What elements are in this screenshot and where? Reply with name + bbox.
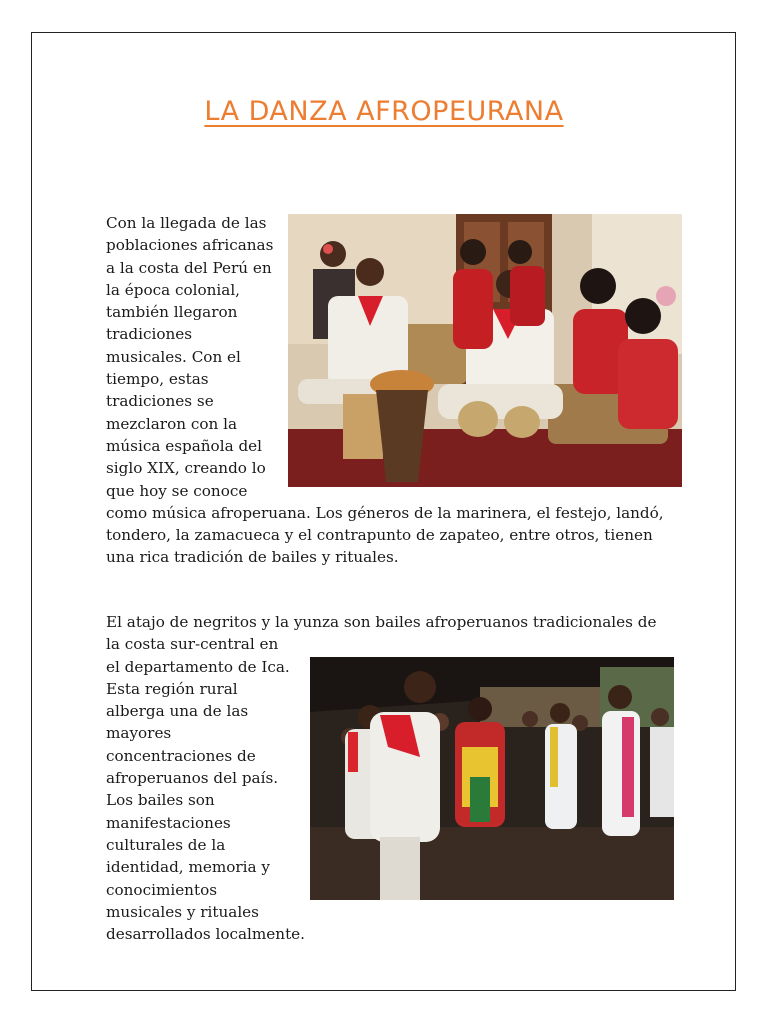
musicians-photo xyxy=(288,214,682,487)
section-2 xyxy=(106,611,666,945)
section-1-text: Con la llegada de las poblaciones africanas a la costa del Perú en la época colonial, también llegaron tradiciones musicales. Con el tiempo, estas tradiciones se mezclaron con la música española del siglo XIX, creando lo que hoy se conoce como música afroperuana. Los géneros de la marinera, el festejo, landó, tondero, la zamacueca y el contrapunto de zapateo, entre otros, tienen una rica tradición de bailes y rituales. xyxy=(106,214,664,567)
section-2-text: El atajo de negritos y la yunza son bailes afroperuanos tradicionales de la costa sur-central en el departamento de Ica. Esta región rural alberga una de las mayores concentraciones de afroperuanos del país. Los bailes son manifestaciones culturales de la identidad, memoria y conocimientos musicales y rituales desarrollados localmente. xyxy=(106,613,657,944)
page-title: LA DANZA AFROPEURANA xyxy=(204,96,564,127)
dancers-photo xyxy=(310,657,674,900)
section-1 xyxy=(106,212,666,569)
